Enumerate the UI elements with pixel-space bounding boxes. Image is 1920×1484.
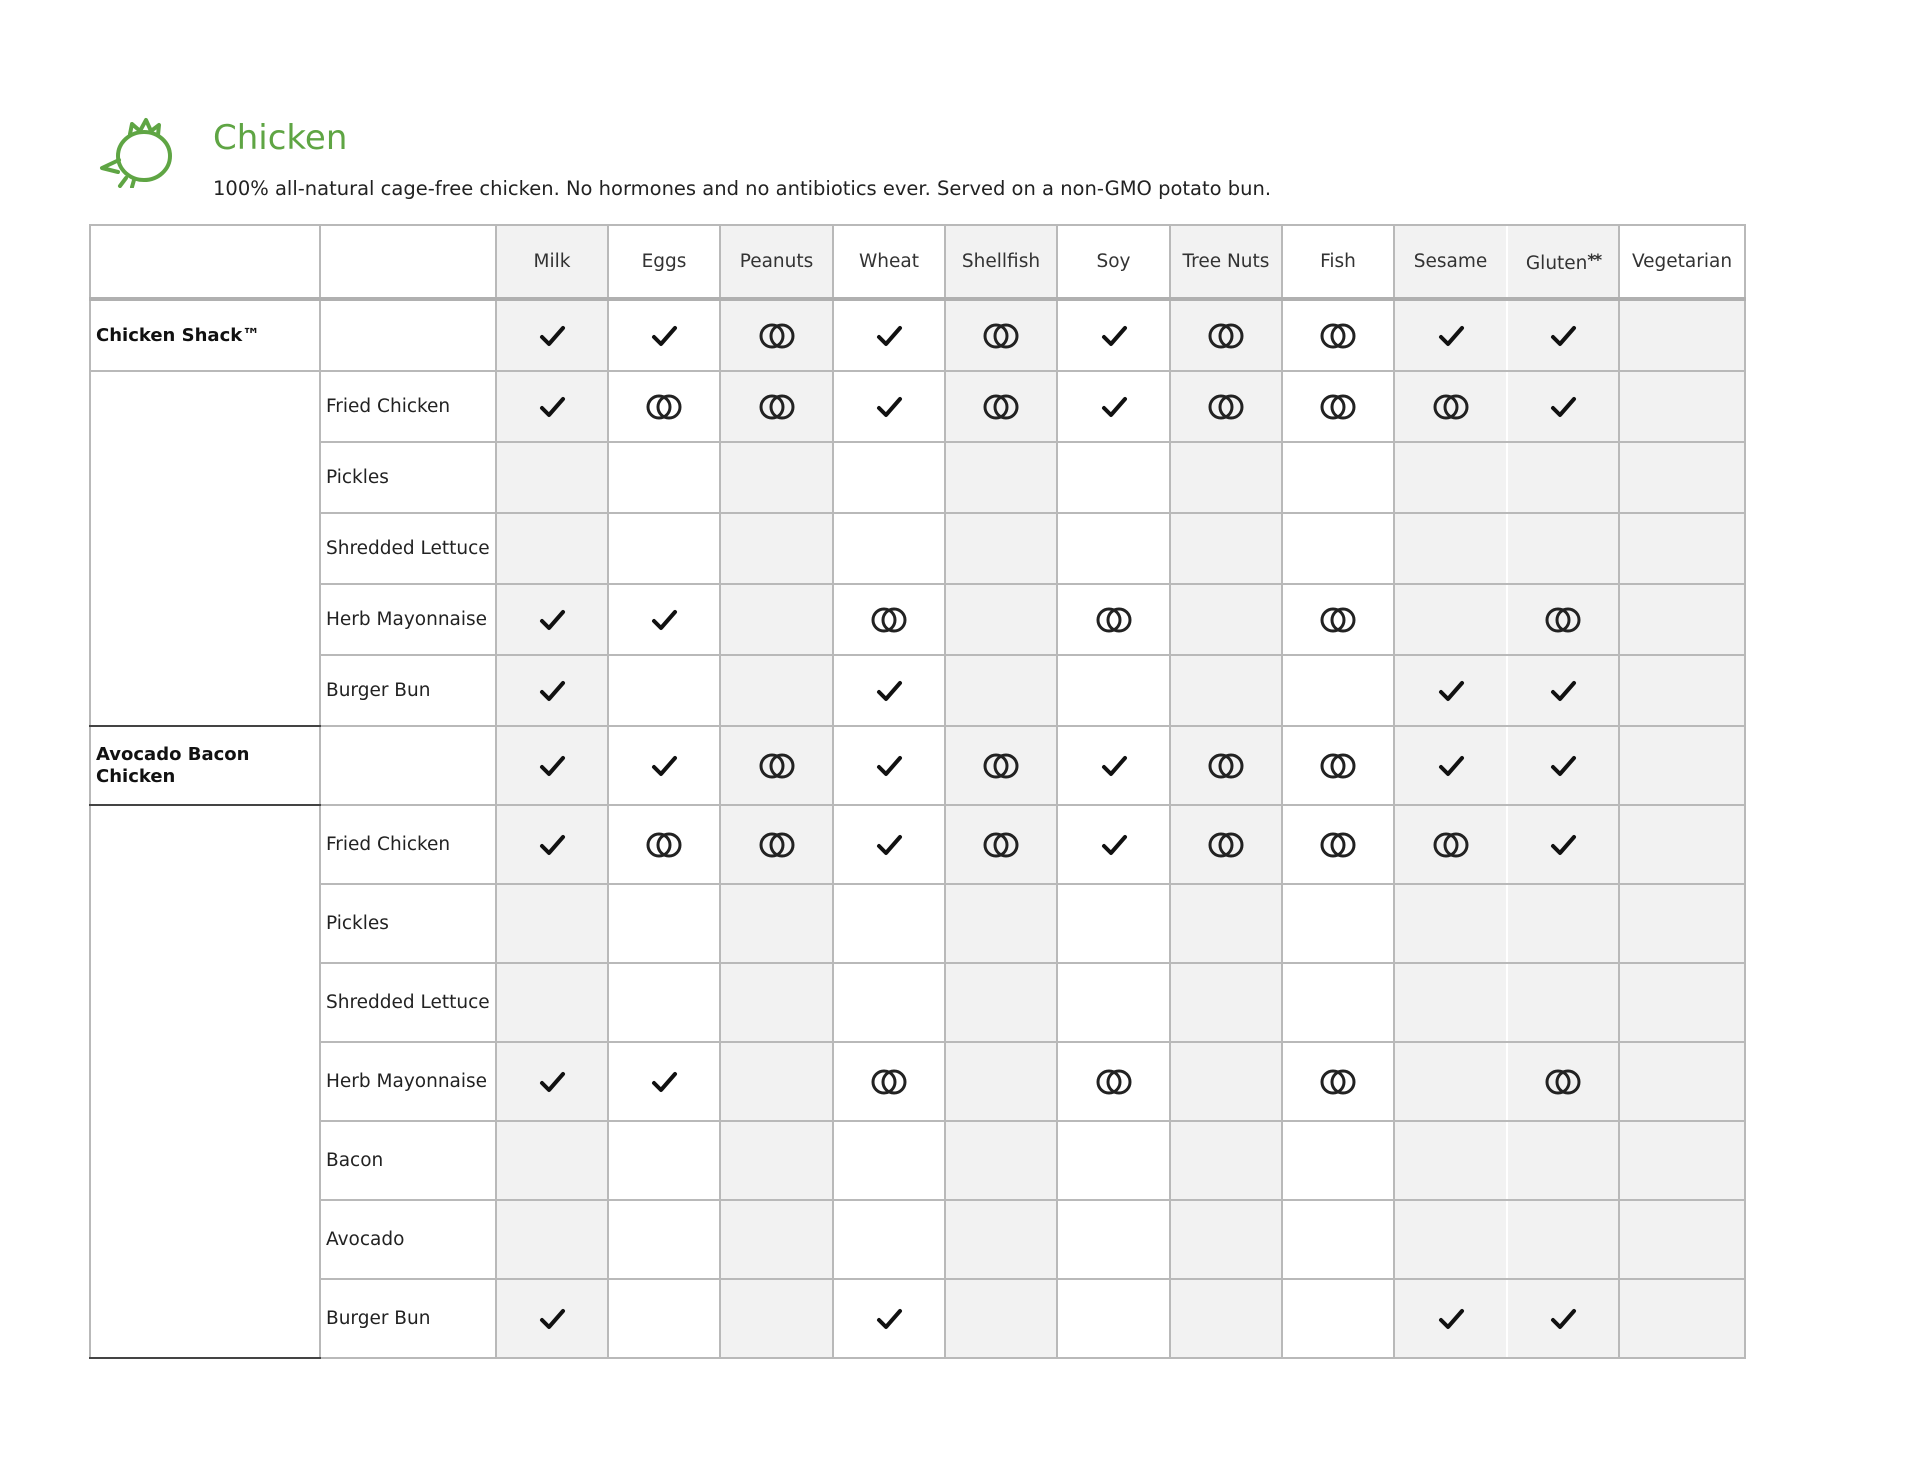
cell-sesame [1394, 726, 1507, 805]
interlocked-rings-icon [1318, 321, 1358, 351]
ingredient-row [90, 1279, 1745, 1358]
cell-peanuts [720, 655, 833, 726]
interlocked-rings-icon [644, 830, 684, 860]
ingredient-row [90, 371, 1745, 442]
cell-peanuts [720, 1042, 833, 1121]
interlocked-rings-icon [1206, 751, 1246, 781]
cell-peanuts [720, 513, 833, 584]
cell-shellfish [945, 299, 1057, 371]
cell-gluten [1507, 299, 1619, 371]
interlocked-rings-icon [1206, 830, 1246, 860]
cell-eggs [608, 1121, 720, 1200]
check-icon [1548, 1304, 1578, 1334]
cell-gluten [1507, 1042, 1619, 1121]
menu-item-spacer [90, 655, 320, 726]
cell-wheat [833, 513, 945, 584]
cell-fish [1282, 805, 1394, 884]
interlocked-rings-icon [1318, 830, 1358, 860]
cell-shellfish [945, 513, 1057, 584]
ingredient-row [90, 963, 1745, 1042]
cell-gluten [1507, 1279, 1619, 1358]
column-header-peanuts: Peanuts [720, 225, 833, 299]
cell-wheat [833, 1279, 945, 1358]
cell-eggs [608, 513, 720, 584]
cell-tree-nuts [1170, 584, 1282, 655]
column-header-fish: Fish [1282, 225, 1394, 299]
interlocked-rings-icon [1094, 1067, 1134, 1097]
check-icon [537, 1067, 567, 1097]
cell-tree-nuts [1170, 1200, 1282, 1279]
cell-sesame [1394, 513, 1507, 584]
check-icon [874, 751, 904, 781]
cell-gluten [1507, 1121, 1619, 1200]
check-icon [1548, 751, 1578, 781]
chicken-icon [96, 114, 180, 188]
cell-milk [496, 1121, 608, 1200]
ingredient-name: Shredded Lettuce [320, 963, 496, 1042]
interlocked-rings-icon [1318, 751, 1358, 781]
interlocked-rings-icon [981, 392, 1021, 422]
check-icon [874, 676, 904, 706]
cell-fish [1282, 442, 1394, 513]
cell-milk [496, 442, 608, 513]
cell-eggs [608, 442, 720, 513]
ingredient-row [90, 584, 1745, 655]
cell-wheat [833, 1200, 945, 1279]
interlocked-rings-icon [981, 830, 1021, 860]
cell-gluten [1507, 442, 1619, 513]
cell-wheat [833, 371, 945, 442]
cell-wheat [833, 299, 945, 371]
cell-soy [1057, 299, 1170, 371]
cell-tree-nuts [1170, 513, 1282, 584]
menu-item-spacer [90, 371, 320, 442]
cell-fish [1282, 1200, 1394, 1279]
cell-soy [1057, 442, 1170, 513]
check-icon [1436, 676, 1466, 706]
column-header-shellfish: Shellfish [945, 225, 1057, 299]
cell-gluten [1507, 726, 1619, 805]
interlocked-rings-icon [757, 830, 797, 860]
cell-sesame [1394, 1200, 1507, 1279]
ingredient-row [90, 513, 1745, 584]
cell-milk [496, 884, 608, 963]
ingredient-name: Pickles [320, 884, 496, 963]
cell-tree-nuts [1170, 442, 1282, 513]
cell-soy [1057, 655, 1170, 726]
column-header-wheat: Wheat [833, 225, 945, 299]
ingredient-name: Shredded Lettuce [320, 513, 496, 584]
column-header-milk: Milk [496, 225, 608, 299]
cell-milk [496, 963, 608, 1042]
cell-soy [1057, 884, 1170, 963]
check-icon [649, 751, 679, 781]
menu-item-spacer [90, 963, 320, 1042]
cell-fish [1282, 371, 1394, 442]
cell-vegetarian [1619, 1200, 1745, 1279]
cell-tree-nuts [1170, 1279, 1282, 1358]
cell-peanuts [720, 726, 833, 805]
check-icon [537, 605, 567, 635]
cell-vegetarian [1619, 442, 1745, 513]
cell-eggs [608, 584, 720, 655]
ingredient-name: Burger Bun [320, 655, 496, 726]
cell-milk [496, 299, 608, 371]
cell-peanuts [720, 1200, 833, 1279]
cell-eggs [608, 1279, 720, 1358]
interlocked-rings-icon [1543, 1067, 1583, 1097]
cell-peanuts [720, 371, 833, 442]
cell-vegetarian [1619, 1042, 1745, 1121]
cell-sesame [1394, 1121, 1507, 1200]
menu-item-spacer [90, 805, 320, 884]
cell-vegetarian [1619, 963, 1745, 1042]
interlocked-rings-icon [757, 392, 797, 422]
cell-tree-nuts [1170, 963, 1282, 1042]
interlocked-rings-icon [757, 751, 797, 781]
cell-peanuts [720, 299, 833, 371]
cell-fish [1282, 299, 1394, 371]
ingredient-name: Avocado [320, 1200, 496, 1279]
cell-fish [1282, 1121, 1394, 1200]
menu-item-spacer [90, 1042, 320, 1121]
cell-soy [1057, 513, 1170, 584]
cell-eggs [608, 299, 720, 371]
cell-sesame [1394, 1279, 1507, 1358]
check-icon [649, 605, 679, 635]
cell-milk [496, 655, 608, 726]
cell-wheat [833, 655, 945, 726]
cell-shellfish [945, 1121, 1057, 1200]
ingredient-name: Burger Bun [320, 1279, 496, 1358]
cell-peanuts [720, 805, 833, 884]
check-icon [1548, 830, 1578, 860]
cell-vegetarian [1619, 884, 1745, 963]
cell-tree-nuts [1170, 884, 1282, 963]
cell-vegetarian [1619, 655, 1745, 726]
cell-sesame [1394, 584, 1507, 655]
cell-peanuts [720, 584, 833, 655]
ingredient-row [90, 1121, 1745, 1200]
cell-shellfish [945, 442, 1057, 513]
cell-soy [1057, 1279, 1170, 1358]
cell-shellfish [945, 584, 1057, 655]
column-header-tree-nuts: Tree Nuts [1170, 225, 1282, 299]
cell-soy [1057, 963, 1170, 1042]
cell-soy [1057, 726, 1170, 805]
check-icon [537, 751, 567, 781]
cell-soy [1057, 1042, 1170, 1121]
cell-gluten [1507, 371, 1619, 442]
gluten-label: Gluten [1525, 252, 1588, 274]
check-icon [537, 1304, 567, 1334]
cell-vegetarian [1619, 805, 1745, 884]
check-icon [1099, 321, 1129, 351]
ingredient-name [320, 726, 496, 805]
check-icon [1436, 321, 1466, 351]
cell-tree-nuts [1170, 726, 1282, 805]
check-icon [649, 321, 679, 351]
ingredient-row [90, 1200, 1745, 1279]
cell-eggs [608, 726, 720, 805]
ingredient-row [90, 884, 1745, 963]
interlocked-rings-icon [757, 321, 797, 351]
ingredient-name: Fried Chicken [320, 805, 496, 884]
check-icon [1099, 830, 1129, 860]
cell-sesame [1394, 1042, 1507, 1121]
cell-tree-nuts [1170, 655, 1282, 726]
item-row [90, 726, 1745, 805]
cell-gluten [1507, 584, 1619, 655]
ingredient-row [90, 442, 1745, 513]
cell-shellfish [945, 655, 1057, 726]
cell-sesame [1394, 371, 1507, 442]
check-icon [537, 676, 567, 706]
cell-shellfish [945, 1042, 1057, 1121]
interlocked-rings-icon [1094, 605, 1134, 635]
check-icon [1548, 392, 1578, 422]
cell-vegetarian [1619, 513, 1745, 584]
cell-gluten [1507, 513, 1619, 584]
cell-milk [496, 1200, 608, 1279]
cell-milk [496, 726, 608, 805]
cell-fish [1282, 584, 1394, 655]
ingredient-row [90, 655, 1745, 726]
cell-eggs [608, 884, 720, 963]
menu-item-spacer [90, 442, 320, 513]
cell-wheat [833, 963, 945, 1042]
cell-fish [1282, 513, 1394, 584]
cell-milk [496, 513, 608, 584]
interlocked-rings-icon [1206, 392, 1246, 422]
cell-soy [1057, 1121, 1170, 1200]
cell-sesame [1394, 963, 1507, 1042]
cell-gluten [1507, 1200, 1619, 1279]
cell-shellfish [945, 1200, 1057, 1279]
check-icon [874, 830, 904, 860]
cell-eggs [608, 963, 720, 1042]
ingredient-name: Herb Mayonnaise [320, 1042, 496, 1121]
cell-sesame [1394, 442, 1507, 513]
cell-sesame [1394, 655, 1507, 726]
cell-wheat [833, 805, 945, 884]
cell-shellfish [945, 726, 1057, 805]
cell-eggs [608, 1200, 720, 1279]
cell-soy [1057, 371, 1170, 442]
cell-sesame [1394, 884, 1507, 963]
cell-wheat [833, 884, 945, 963]
interlocked-rings-icon [1318, 392, 1358, 422]
cell-tree-nuts [1170, 371, 1282, 442]
interlocked-rings-icon [981, 751, 1021, 781]
check-icon [1099, 751, 1129, 781]
interlocked-rings-icon [869, 1067, 909, 1097]
check-icon [1548, 321, 1578, 351]
menu-item-spacer [90, 1279, 320, 1358]
ingredient-row [90, 1042, 1745, 1121]
cell-gluten [1507, 884, 1619, 963]
cell-fish [1282, 963, 1394, 1042]
cell-eggs [608, 655, 720, 726]
menu-item-name: Avocado Bacon Chicken [90, 726, 320, 805]
interlocked-rings-icon [644, 392, 684, 422]
cell-fish [1282, 726, 1394, 805]
cell-fish [1282, 884, 1394, 963]
cell-peanuts [720, 1279, 833, 1358]
cell-fish [1282, 1279, 1394, 1358]
cell-sesame [1394, 299, 1507, 371]
cell-vegetarian [1619, 1121, 1745, 1200]
cell-eggs [608, 805, 720, 884]
check-icon [1099, 392, 1129, 422]
cell-vegetarian [1619, 584, 1745, 655]
ingredient-name: Fried Chicken [320, 371, 496, 442]
gluten-footnote-marker: ** [1587, 249, 1601, 269]
cell-vegetarian [1619, 299, 1745, 371]
cell-soy [1057, 1200, 1170, 1279]
cell-wheat [833, 1042, 945, 1121]
column-header-eggs: Eggs [608, 225, 720, 299]
check-icon [537, 392, 567, 422]
menu-item-spacer [90, 1121, 320, 1200]
cell-eggs [608, 371, 720, 442]
cell-vegetarian [1619, 371, 1745, 442]
cell-gluten [1507, 655, 1619, 726]
cell-shellfish [945, 371, 1057, 442]
interlocked-rings-icon [1431, 830, 1471, 860]
cell-milk [496, 805, 608, 884]
check-icon [874, 321, 904, 351]
interlocked-rings-icon [1543, 605, 1583, 635]
cell-shellfish [945, 884, 1057, 963]
page-title: Chicken [213, 118, 348, 158]
header-ingredient-cell [320, 225, 496, 299]
page-subtitle: 100% all-natural cage-free chicken. No hormones and no antibiotics ever. Served on a non-GMO potato bun. [213, 177, 1272, 200]
cell-wheat [833, 584, 945, 655]
cell-peanuts [720, 1121, 833, 1200]
menu-item-spacer [90, 1200, 320, 1279]
cell-milk [496, 1042, 608, 1121]
cell-tree-nuts [1170, 1121, 1282, 1200]
cell-wheat [833, 442, 945, 513]
interlocked-rings-icon [869, 605, 909, 635]
column-header-gluten [1507, 225, 1619, 299]
ingredient-row [90, 805, 1745, 884]
check-icon [537, 321, 567, 351]
cell-tree-nuts [1170, 805, 1282, 884]
cell-peanuts [720, 963, 833, 1042]
ingredient-name [320, 299, 496, 371]
column-header-soy: Soy [1057, 225, 1170, 299]
header-row [90, 225, 1745, 299]
cell-soy [1057, 584, 1170, 655]
interlocked-rings-icon [1318, 1067, 1358, 1097]
ingredient-name: Pickles [320, 442, 496, 513]
cell-sesame [1394, 805, 1507, 884]
cell-shellfish [945, 963, 1057, 1042]
cell-fish [1282, 1042, 1394, 1121]
check-icon [537, 830, 567, 860]
cell-shellfish [945, 1279, 1057, 1358]
check-icon [649, 1067, 679, 1097]
cell-soy [1057, 805, 1170, 884]
cell-gluten [1507, 805, 1619, 884]
cell-peanuts [720, 442, 833, 513]
allergen-table [89, 224, 1746, 1359]
cell-milk [496, 1279, 608, 1358]
ingredient-name: Bacon [320, 1121, 496, 1200]
menu-item-name: Chicken Shack™ [90, 299, 320, 371]
column-header-vegetarian: Vegetarian [1619, 225, 1745, 299]
interlocked-rings-icon [1431, 392, 1471, 422]
check-icon [1548, 676, 1578, 706]
cell-peanuts [720, 884, 833, 963]
cell-vegetarian [1619, 726, 1745, 805]
cell-tree-nuts [1170, 299, 1282, 371]
cell-wheat [833, 726, 945, 805]
cell-fish [1282, 655, 1394, 726]
cell-milk [496, 371, 608, 442]
column-header-sesame: Sesame [1394, 225, 1507, 299]
menu-item-spacer [90, 584, 320, 655]
cell-tree-nuts [1170, 1042, 1282, 1121]
menu-item-spacer [90, 884, 320, 963]
cell-gluten [1507, 963, 1619, 1042]
header-item-cell [90, 225, 320, 299]
interlocked-rings-icon [981, 321, 1021, 351]
check-icon [874, 392, 904, 422]
cell-wheat [833, 1121, 945, 1200]
item-row [90, 299, 1745, 371]
interlocked-rings-icon [1206, 321, 1246, 351]
cell-shellfish [945, 805, 1057, 884]
cell-vegetarian [1619, 1279, 1745, 1358]
interlocked-rings-icon [1318, 605, 1358, 635]
menu-item-spacer [90, 513, 320, 584]
cell-eggs [608, 1042, 720, 1121]
check-icon [1436, 751, 1466, 781]
ingredient-name: Herb Mayonnaise [320, 584, 496, 655]
check-icon [874, 1304, 904, 1334]
cell-milk [496, 584, 608, 655]
check-icon [1436, 1304, 1466, 1334]
